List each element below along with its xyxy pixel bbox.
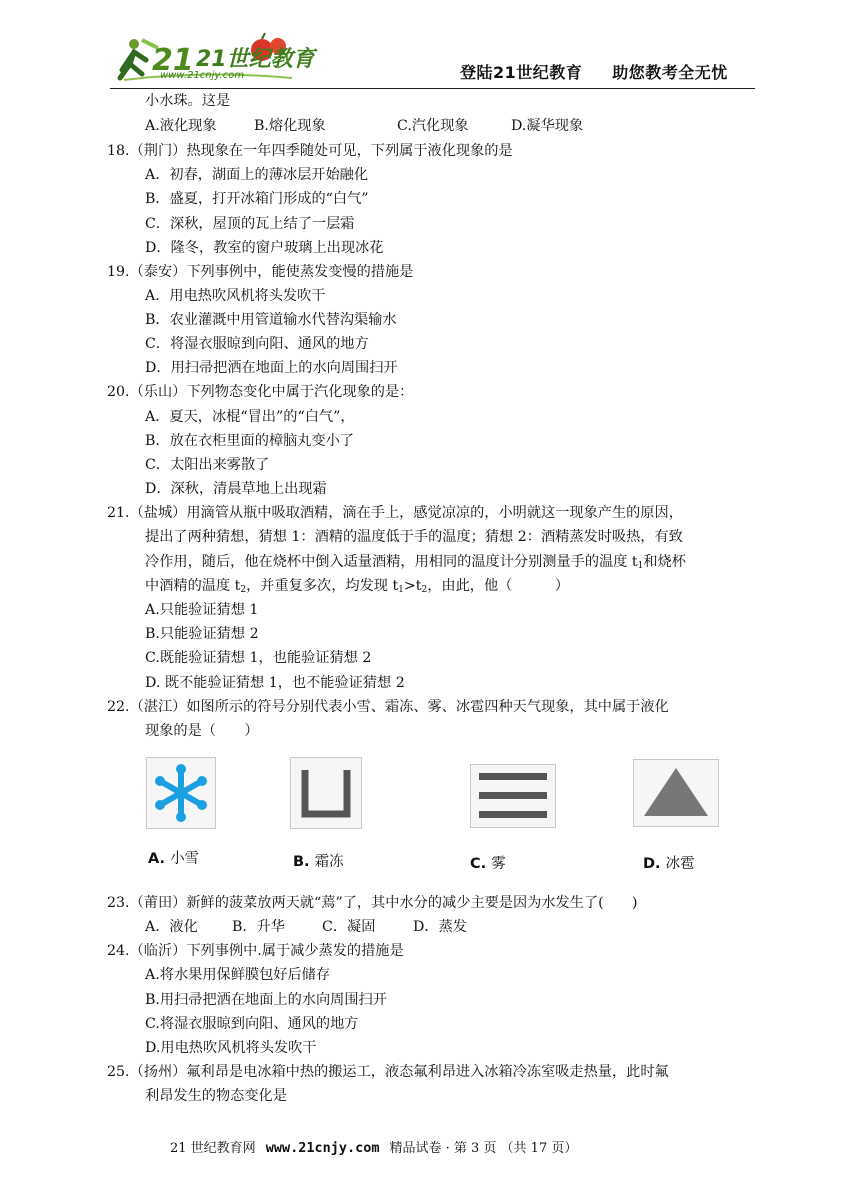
header-divider [110,88,755,89]
footer-page: 精品试卷 · 第 3 页 （共 17 页） [389,1141,578,1156]
option: D．蒸发 [413,919,467,935]
option: B.熔化现象 [254,118,326,134]
option: A．夏天，冰棍“冒出”的“白气”， [145,409,355,425]
caption-letter: D. [643,856,661,872]
slogan-right: 助您教考全无忧 [612,63,728,82]
option: B．农业灌溉中用管道输水代替沟渠输水 [145,312,397,328]
site-logo [112,30,315,88]
caption-text: 雾 [491,856,506,872]
option: A．用电热吹风机将头发吹干 [145,288,326,304]
logo-url: www.21cnjy.com [160,70,245,81]
option: A．液化 [145,919,198,935]
caption-letter: B. [293,854,310,870]
option: D.凝华现象 [511,118,584,134]
question-22-line-2: 现象的是（ ） [145,723,259,739]
text-segment: 和烧杯 [643,554,686,570]
option: B．升华 [232,919,285,935]
question-20: 20.（乐山）下列物态变化中属于汽化现象的是： [107,384,414,400]
question-25-line-1: 25.（扬州）氟利昂是电冰箱中热的搬运工，液态氟利昂进入冰箱冷冻室吸走热量，此时氟 [107,1064,669,1080]
question-22-line-1: 22.（湛江）如图所示的符号分别代表小雪、霜冻、雾、冰雹四种天气现象，其中属于液化 [107,699,669,715]
option: C.汽化现象 [397,118,469,134]
option: C．凝固 [322,919,376,935]
option: C．深秋，屋顶的瓦上结了一层霜 [145,216,355,232]
caption-text: 霜冻 [314,854,344,870]
option: B．放在衣柜里面的樟脑丸变小了 [145,433,355,449]
hail-icon [633,759,719,827]
question-23: 23.（莆田）新鲜的菠菜放两天就“蔫”了，其中水分的减少主要是因为水发生了( ) [107,895,638,911]
option: B．盛夏，打开冰箱门形成的“白气” [145,191,369,207]
caption-letter: A. [148,851,165,867]
logo-text: 21世纪教育 [196,47,315,72]
subscript: 2 [240,585,247,595]
svg-text:21: 21 [152,43,194,78]
option: D. 既不能验证猜想 1，也不能验证猜想 2 [145,675,405,691]
option: A.将水果用保鲜膜包好后储存 [145,967,331,983]
page-footer [170,1137,577,1156]
option: B.只能验证猜想 2 [145,626,259,642]
option: C.既能验证猜想 1，也能验证猜想 2 [145,650,372,666]
question-25-line-2: 利昂发生的物态变化是 [145,1088,287,1104]
caption-letter: C. [470,856,487,872]
option: C．将湿衣服晾到向阳、通风的地方 [145,336,369,352]
text-segment: >t [403,578,422,594]
option: A.只能验证猜想 1 [145,602,259,618]
question-21-line-4 [145,577,569,599]
question-21-line-3 [145,553,686,575]
question-19: 19.（泰安）下列事例中，能使蒸发变慢的措施是 [107,264,414,280]
text-segment: ，由此，他（ ） [427,578,570,594]
option: D．深秋，清晨草地上出现霜 [145,481,327,497]
question-24: 24.（临沂）下列事例中.属于减少蒸发的措施是 [107,943,404,959]
text-segment: 冷作用，随后，他在烧杯中倒入适量酒精，用相同的温度计分别测量手的温度 t [145,554,638,570]
option: C.将湿衣服晾到向阳、通风的地方 [145,1016,359,1032]
option: B.用扫帚把洒在地面上的水向周围扫开 [145,992,387,1008]
option: A.液化现象 [145,118,217,134]
question-18: 18.（荆门）热现象在一年四季随处可见，下列属于液化现象的是 [107,143,513,159]
option: D．隆冬，教室的窗户玻璃上出现冰花 [145,240,384,256]
fog-icon [470,764,556,828]
subscript: 1 [398,585,404,595]
footer-site: 21 世纪教育网 [170,1141,256,1156]
caption-frost [293,850,344,871]
caption-snow [148,847,199,868]
subscript: 1 [637,561,644,571]
header-slogan [460,60,758,83]
question-21-line-1: 21.（盐城）用滴管从瓶中吸取酒精，滴在手上，感觉凉凉的，小明就这一现象产生的原因， [107,505,683,521]
option: C．太阳出来雾散了 [145,457,270,473]
option: D．用扫帚把洒在地面上的水向周围扫开 [145,360,398,376]
option: D.用电热吹风机将头发吹干 [145,1040,317,1056]
caption-text: 小雪 [170,851,200,867]
option: A．初春，湖面上的薄冰层开始融化 [145,167,369,183]
text-segment: ，并重复多次，均发现 t [246,578,399,594]
caption-text: 冰雹 [665,856,695,872]
question-17-tail: 小水珠。这是 [145,93,231,109]
text-segment: 中酒精的温度 t [145,578,241,594]
caption-hail [643,852,695,873]
snowflake-icon [146,757,216,829]
slogan-left: 登陆21世纪教育 [460,63,583,82]
subscript: 2 [421,585,428,595]
question-21-line-2: 提出了两种猜想，猜想 1：酒精的温度低于手的温度；猜想 2：酒精蒸发时吸热，有致 [145,529,683,545]
footer-url[interactable]: www.21cnjy.com [265,1140,380,1156]
frost-icon [290,757,362,829]
caption-fog [470,852,506,873]
